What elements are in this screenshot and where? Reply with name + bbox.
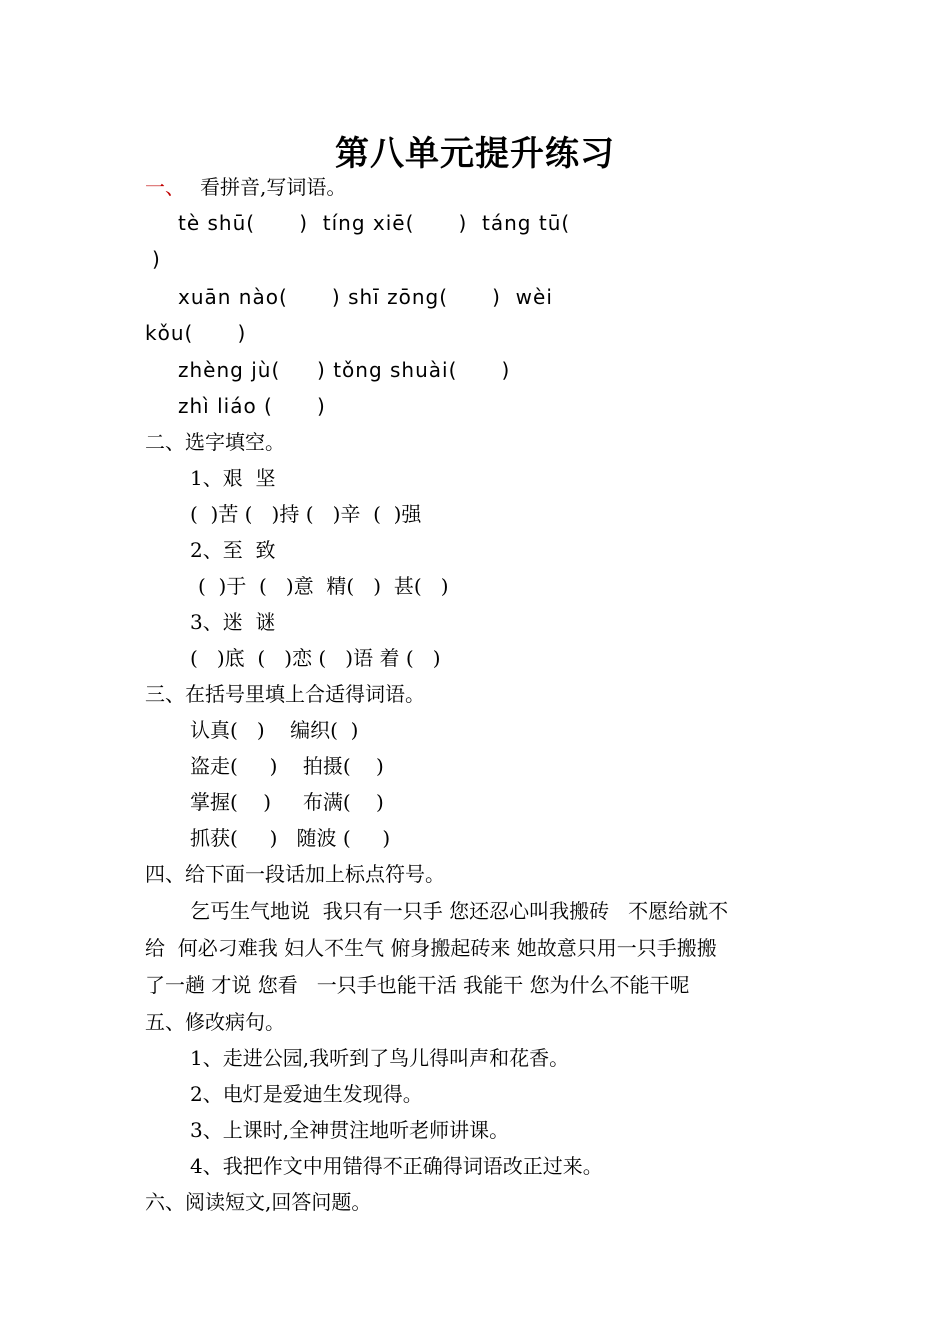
- pinyin-line-2: xuān nào( ) shī zōng( ) wèi: [178, 285, 553, 309]
- section-4-heading: 四、给下面一段话加上标点符号。: [145, 862, 445, 886]
- s2-group-2-chars: 2、至 致: [190, 538, 276, 562]
- pinyin-line-1: tè shū( ) tíng xiē( ) táng tū(: [178, 211, 571, 235]
- s3-line-3: 掌握( ) 布满( ): [190, 790, 384, 814]
- pinyin-line-3: zhèng jù( ) tǒng shuài( ): [178, 358, 511, 382]
- pinyin-line-2-wrap: kǒu( ): [145, 321, 247, 345]
- s5-sentence-3: 3、上课时,全神贯注地听老师讲课。: [190, 1118, 510, 1142]
- section-6-heading: 六、阅读短文,回答问题。: [145, 1190, 372, 1214]
- s5-sentence-1: 1、走进公园,我听到了鸟儿得叫声和花香。: [190, 1046, 570, 1070]
- s2-group-2-blanks: ( )于 ( )意 精( ) 甚( ): [198, 574, 449, 598]
- pinyin-line-1-wrap: ): [152, 247, 161, 271]
- pinyin-line-4: zhì liáo ( ): [178, 394, 326, 418]
- s4-paragraph-line-1: 乞丐生气地说 我只有一只手 您还忍心叫我搬砖 不愿给就不: [190, 899, 729, 923]
- s4-paragraph-line-2: 给 何必刁难我 妇人不生气 俯身搬起砖来 她故意只用一只手搬搬: [145, 936, 717, 960]
- s5-sentence-2: 2、电灯是爱迪生发现得。: [190, 1082, 423, 1106]
- s2-group-1-blanks: ( )苦 ( )持 ( )辛 ( )强: [190, 502, 422, 526]
- section-1-heading: 看拼音,写词语。: [200, 175, 347, 199]
- section-1-number: 一、: [145, 175, 185, 199]
- s2-group-3-blanks: ( )底 ( )恋 ( )语 着 ( ): [190, 646, 441, 670]
- s5-sentence-4: 4、我把作文中用错得不正确得词语改正过来。: [190, 1154, 603, 1178]
- s2-group-3-chars: 3、迷 谜: [190, 610, 276, 634]
- s4-paragraph-line-3: 了一趟 才说 您看 一只手也能干活 我能干 您为什么不能干呢: [145, 973, 690, 997]
- page-title: 第八单元提升练习: [335, 134, 615, 174]
- section-3-heading: 三、在括号里填上合适得词语。: [145, 682, 425, 706]
- s3-line-1: 认真( ) 编织( ): [190, 718, 359, 742]
- s3-line-4: 抓获( ) 随波 ( ): [190, 826, 391, 850]
- section-5-heading: 五、修改病句。: [145, 1010, 285, 1034]
- section-2-heading: 二、选字填空。: [145, 430, 285, 454]
- s2-group-1-chars: 1、艰 坚: [190, 466, 276, 490]
- s3-line-2: 盗走( ) 拍摄( ): [190, 754, 384, 778]
